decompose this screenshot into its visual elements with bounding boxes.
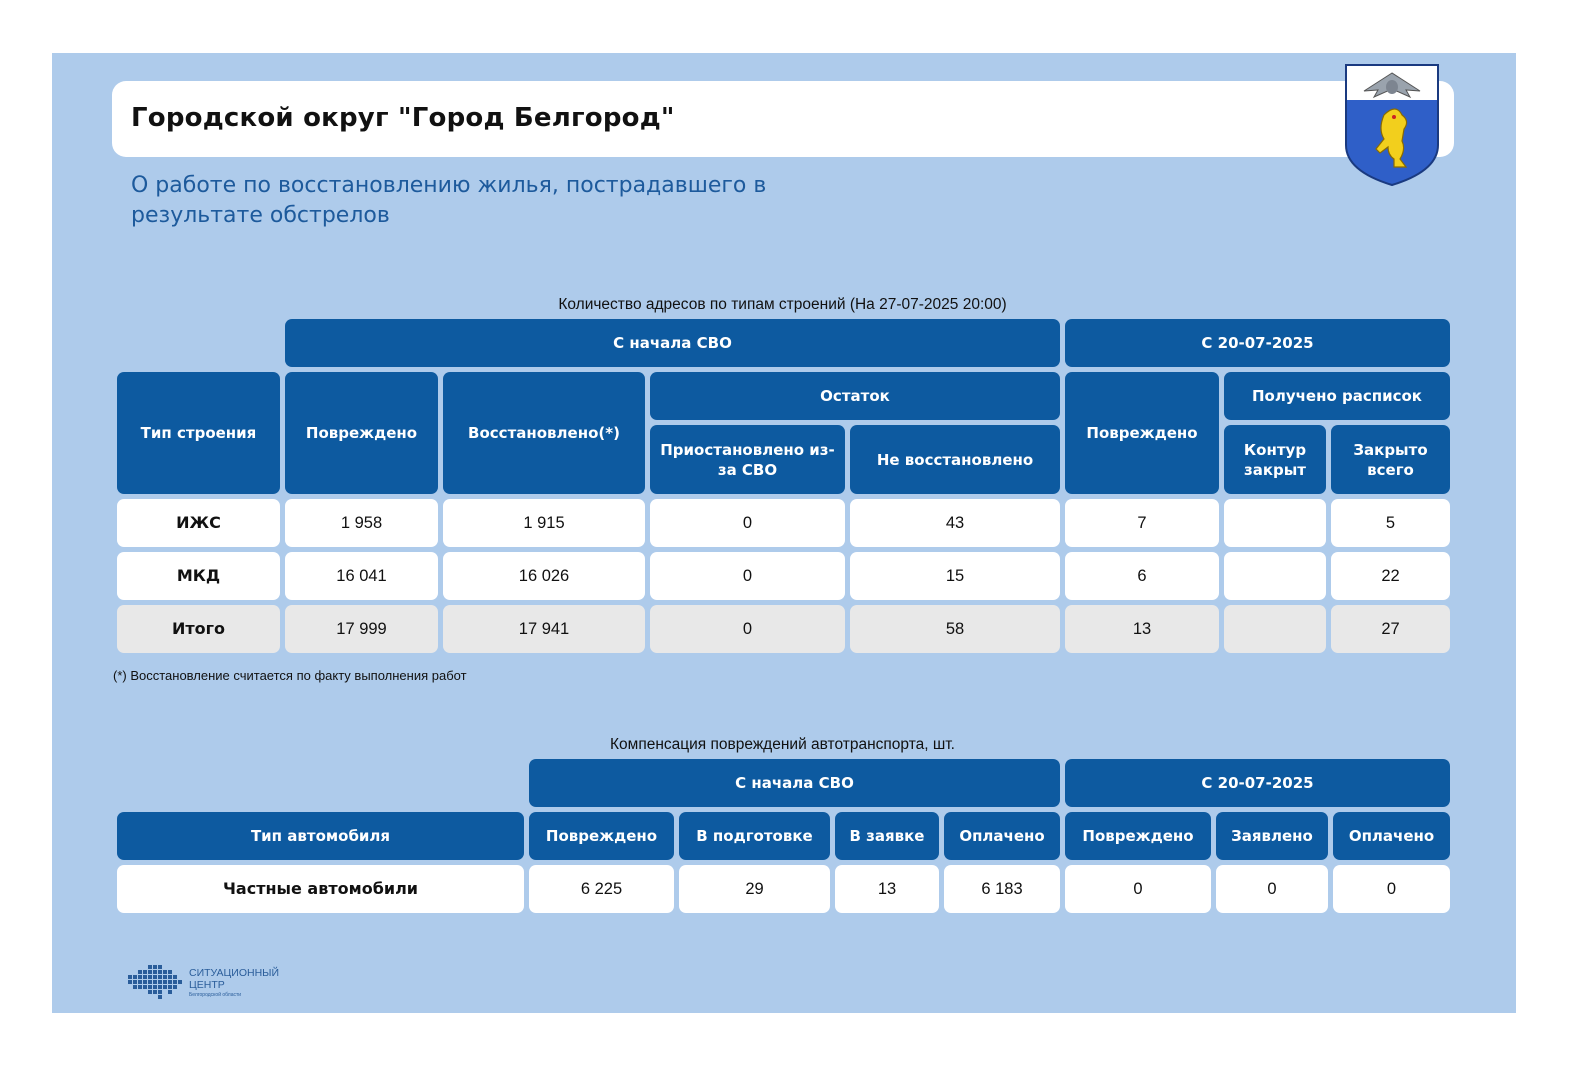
header-group-receipts: Получено расписок bbox=[1224, 372, 1450, 420]
row-type: Итого bbox=[117, 605, 280, 653]
car-row-preparing: 29 bbox=[679, 865, 830, 913]
car-header-group-since: С 20-07-2025 bbox=[1065, 759, 1450, 807]
row-type: МКД bbox=[117, 552, 280, 600]
car-header-damaged-since: Повреждено bbox=[1065, 812, 1211, 860]
row-damaged: 1 958 bbox=[285, 499, 438, 547]
row-damaged-since: 13 bbox=[1065, 605, 1219, 653]
header-damaged-since: Повреждено bbox=[1065, 372, 1219, 494]
header-restored: Восстановлено(*) bbox=[443, 372, 645, 494]
car-header-group-svo: С начала СВО bbox=[529, 759, 1060, 807]
row-suspended: 0 bbox=[650, 499, 845, 547]
row-contour bbox=[1224, 499, 1326, 547]
row-damaged: 17 999 bbox=[285, 605, 438, 653]
housing-table-caption: Количество адресов по типам строений (На 27-07-2025 20:00) bbox=[558, 296, 1007, 313]
car-header-declared: Заявлено bbox=[1216, 812, 1328, 860]
car-row-damaged: 6 225 bbox=[529, 865, 674, 913]
car-row-damaged-since: 0 bbox=[1065, 865, 1211, 913]
row-damaged-since: 7 bbox=[1065, 499, 1219, 547]
car-header-type: Тип автомобиля bbox=[117, 812, 524, 860]
logo-text-line2: ЦЕНТР bbox=[189, 979, 225, 991]
header-group-svo: С начала СВО bbox=[285, 319, 1060, 367]
car-header-preparing: В подготовке bbox=[679, 812, 830, 860]
logo-text-line1: СИТУАЦИОННЫЙ bbox=[189, 967, 280, 979]
row-not-restored: 15 bbox=[850, 552, 1060, 600]
row-contour bbox=[1224, 552, 1326, 600]
row-type: ИЖС bbox=[117, 499, 280, 547]
car-header-in-request: В заявке bbox=[835, 812, 939, 860]
header-group-since: С 20-07-2025 bbox=[1065, 319, 1450, 367]
title-bar bbox=[112, 81, 1454, 157]
footnote: (*) Восстановление считается по факту выполнения работ bbox=[113, 668, 467, 683]
car-row-paid: 6 183 bbox=[944, 865, 1060, 913]
header-closed: Закрыто всего bbox=[1331, 425, 1450, 494]
header-type: Тип строения bbox=[117, 372, 280, 494]
row-closed: 5 bbox=[1331, 499, 1450, 547]
car-table-caption: Компенсация повреждений автотранспорта, шт. bbox=[610, 736, 955, 753]
row-not-restored: 43 bbox=[850, 499, 1060, 547]
header-not-restored: Не восстановлено bbox=[850, 425, 1060, 494]
row-not-restored: 58 bbox=[850, 605, 1060, 653]
row-closed: 22 bbox=[1331, 552, 1450, 600]
car-header-paid-since: Оплачено bbox=[1333, 812, 1450, 860]
row-damaged-since: 6 bbox=[1065, 552, 1219, 600]
row-closed: 27 bbox=[1331, 605, 1450, 653]
car-row-in-request: 13 bbox=[835, 865, 939, 913]
row-damaged: 16 041 bbox=[285, 552, 438, 600]
car-row-paid-since: 0 bbox=[1333, 865, 1450, 913]
car-header-paid: Оплачено bbox=[944, 812, 1060, 860]
header-group-remainder: Остаток bbox=[650, 372, 1060, 420]
row-suspended: 0 bbox=[650, 605, 845, 653]
logo-text-line3: Белгородской области bbox=[189, 992, 242, 998]
header-damaged: Повреждено bbox=[285, 372, 438, 494]
coat-of-arms-icon bbox=[1344, 63, 1440, 187]
header-contour: Контур закрыт bbox=[1224, 425, 1326, 494]
page-title: Городской округ "Город Белгород" bbox=[131, 103, 675, 133]
page-subtitle: О работе по восстановлению жилья, пострадавшего в результате обстрелов bbox=[131, 173, 767, 228]
row-restored: 17 941 bbox=[443, 605, 645, 653]
car-header-damaged: Повреждено bbox=[529, 812, 674, 860]
row-restored: 1 915 bbox=[443, 499, 645, 547]
row-suspended: 0 bbox=[650, 552, 845, 600]
car-row-declared: 0 bbox=[1216, 865, 1328, 913]
row-restored: 16 026 bbox=[443, 552, 645, 600]
situation-center-logo-icon bbox=[126, 963, 184, 1001]
header-suspended: Приостановлено из-за СВО bbox=[650, 425, 845, 494]
row-contour bbox=[1224, 605, 1326, 653]
car-row-type: Частные автомобили bbox=[117, 865, 524, 913]
